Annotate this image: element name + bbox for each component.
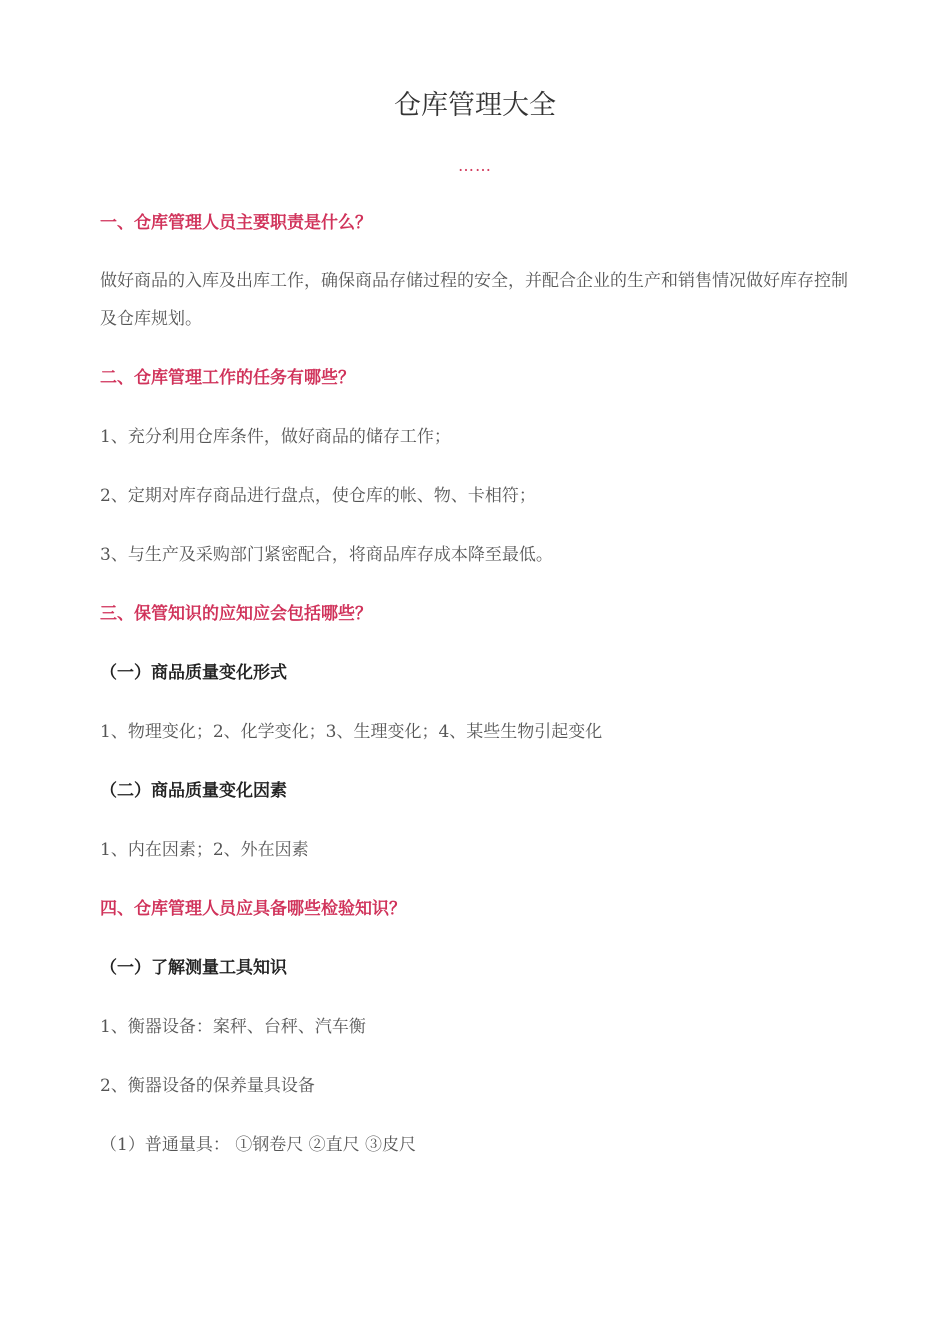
section-1-paragraph: 做好商品的入库及出库工作，确保商品存储过程的安全，并配合企业的生产和销售情况做好库存控制及仓库规划。	[100, 271, 848, 329]
section-2-heading: 二、仓库管理工作的任务有哪些？	[100, 368, 355, 388]
section-3-sub-1-text: 1、物理变化；2、化学变化；3、生理变化；4、某些生物引起变化	[100, 722, 603, 742]
section-3-subheading-2: （二）商品质量变化因素	[100, 781, 287, 801]
section-4-heading: 四、仓库管理人员应具备哪些检验知识？	[100, 899, 406, 919]
document-title: 仓库管理大全	[394, 90, 556, 121]
section-2-item-1: 1、充分利用仓库条件，做好商品的储存工作；	[100, 427, 451, 447]
section-1-heading: 一、仓库管理人员主要职责是什么？	[100, 213, 372, 233]
section-2-item-2: 2、定期对库存商品进行盘点，使仓库的帐、物、卡相符；	[100, 486, 536, 506]
section-4-item-2: 2、衡器设备的保养量具设备	[100, 1076, 315, 1096]
section-3-heading: 三、保管知识的应知应会包括哪些？	[100, 604, 372, 624]
section-3-subheading-1: （一）商品质量变化形式	[100, 663, 287, 683]
section-3-sub-2-text: 1、内在因素；2、外在因素	[100, 840, 309, 860]
title-ornament: ……	[458, 156, 492, 175]
section-4-subheading-1: （一）了解测量工具知识	[100, 958, 287, 978]
section-4-item-3: （1）普通量具： ①钢卷尺 ②直尺 ③皮尺	[100, 1135, 417, 1155]
section-4-item-1: 1、衡器设备：案秤、台秤、汽车衡	[100, 1017, 366, 1037]
section-2-item-3: 3、与生产及采购部门紧密配合，将商品库存成本降至最低。	[100, 545, 553, 565]
